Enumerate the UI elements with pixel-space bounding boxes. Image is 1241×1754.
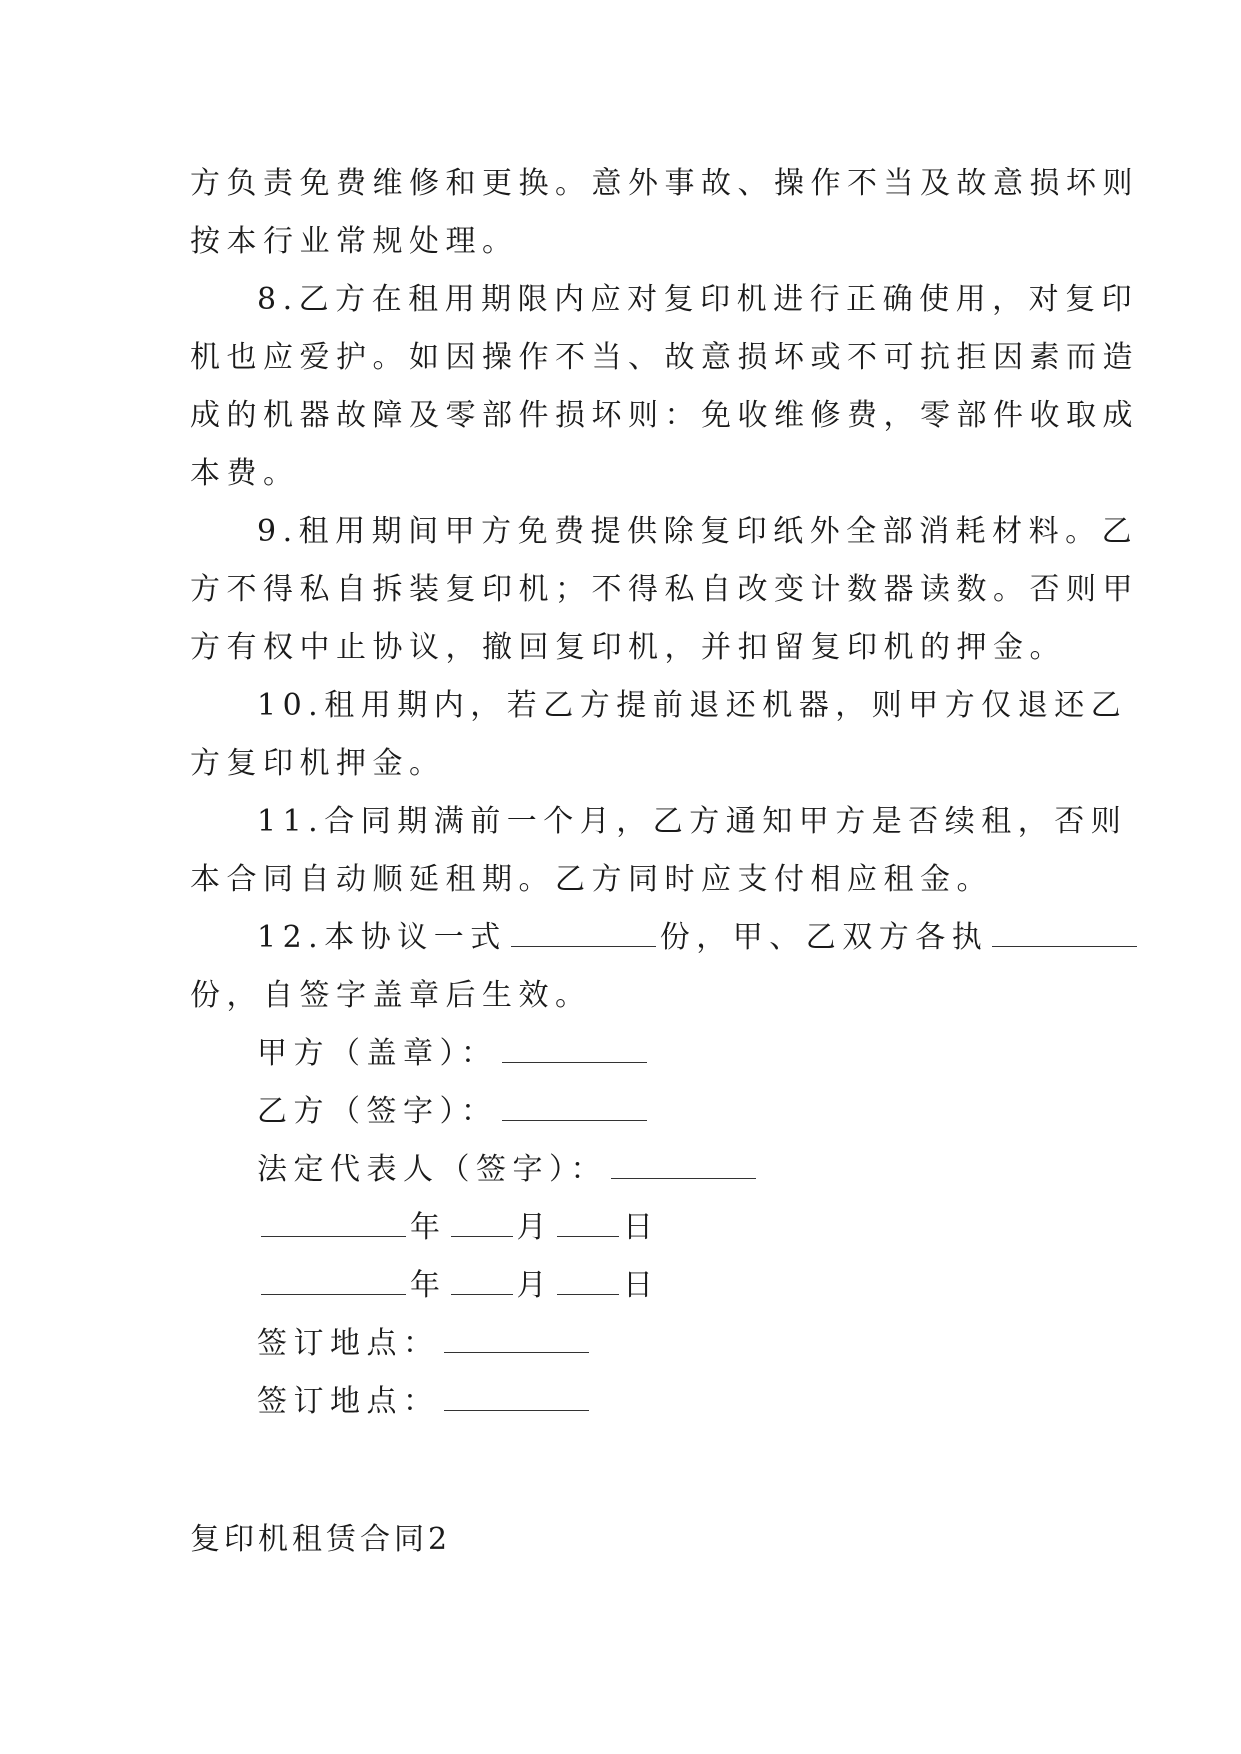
- month-label-2: 月: [516, 1268, 553, 1303]
- body-line: 方不得私自拆装复印机；不得私自改变计数器读数。否则甲: [190, 572, 1139, 607]
- legal-rep-blank: [611, 1148, 756, 1179]
- party-b-label: 乙方（签字）：: [257, 1094, 498, 1129]
- party-b-blank: [502, 1090, 647, 1121]
- document-page: [190, 155, 1139, 1569]
- signing-place-blank-2: [444, 1380, 589, 1411]
- clause-12-text-2: 份，甲、乙双方各执: [659, 920, 989, 955]
- signing-place-line-1: [190, 1315, 1050, 1373]
- day-blank-1: [557, 1206, 619, 1237]
- party-b-sign-line: [190, 1083, 1050, 1141]
- body-line: 8.乙方在租用期限内应对复印机进行正确使用，对复印: [257, 282, 1139, 317]
- year-blank-2: [261, 1264, 406, 1295]
- day-label-2: 日: [623, 1268, 660, 1303]
- party-a-seal-line: [190, 1025, 1050, 1083]
- body-line: 方负责免费维修和更换。意外事故、操作不当及故意损坏则: [190, 166, 1139, 201]
- legal-rep-line: [190, 1141, 1050, 1199]
- month-blank-1: [451, 1206, 513, 1237]
- section-gap: [190, 1431, 1050, 1511]
- body-line: 10.租用期内，若乙方提前退还机器，则甲方仅退还乙: [257, 688, 1128, 723]
- signing-place-label-1: 签订地点：: [257, 1326, 440, 1361]
- copies-total-blank: [511, 916, 656, 947]
- legal-rep-label: 法定代表人（签字）：: [257, 1152, 607, 1187]
- year-label-2: 年: [410, 1268, 447, 1303]
- clause-12-text-3: 份，自签字盖章后生效。: [190, 978, 592, 1013]
- copies-each-blank: [992, 916, 1137, 947]
- body-line: 11.合同期满前一个月，乙方通知甲方是否续租，否则: [257, 804, 1128, 839]
- clause-12-text-1: 12.本协议一式: [257, 920, 507, 955]
- body-line: 方有权中止协议，撤回复印机，并扣留复印机的押金。: [190, 630, 1066, 665]
- contract-body: [190, 155, 1139, 909]
- day-label-1: 日: [623, 1210, 660, 1245]
- month-label-1: 月: [516, 1210, 553, 1245]
- date-line-2: [190, 1257, 1050, 1315]
- signing-place-label-2: 签订地点：: [257, 1384, 440, 1419]
- body-line: 按本行业常规处理。: [190, 224, 519, 259]
- body-line: 9.租用期间甲方免费提供除复印纸外全部消耗材料。乙: [257, 514, 1139, 549]
- signing-place-line-2: [190, 1373, 1050, 1431]
- month-blank-2: [451, 1264, 513, 1295]
- year-blank-1: [261, 1206, 406, 1237]
- day-blank-2: [557, 1264, 619, 1295]
- party-a-label: 甲方（盖章）：: [257, 1036, 498, 1071]
- date-line-1: [190, 1199, 1050, 1257]
- party-a-blank: [502, 1032, 647, 1063]
- next-contract-heading: 复印机租赁合同2: [190, 1522, 452, 1557]
- body-line: 方复印机押金。: [190, 746, 446, 781]
- body-line: 本合同自动顺延租期。乙方同时应支付相应租金。: [190, 862, 993, 897]
- clause-12-line-1: [190, 909, 1050, 967]
- body-line: 机也应爱护。如因操作不当、故意损坏或不可抗拒因素而造: [190, 340, 1139, 375]
- body-line: 本费。: [190, 456, 300, 491]
- year-label-1: 年: [410, 1210, 447, 1245]
- clause-12-line-2: [190, 967, 1050, 1025]
- signing-place-blank-1: [444, 1322, 589, 1353]
- body-line: 成的机器故障及零部件损坏则：免收维修费，零部件收取成: [190, 398, 1139, 433]
